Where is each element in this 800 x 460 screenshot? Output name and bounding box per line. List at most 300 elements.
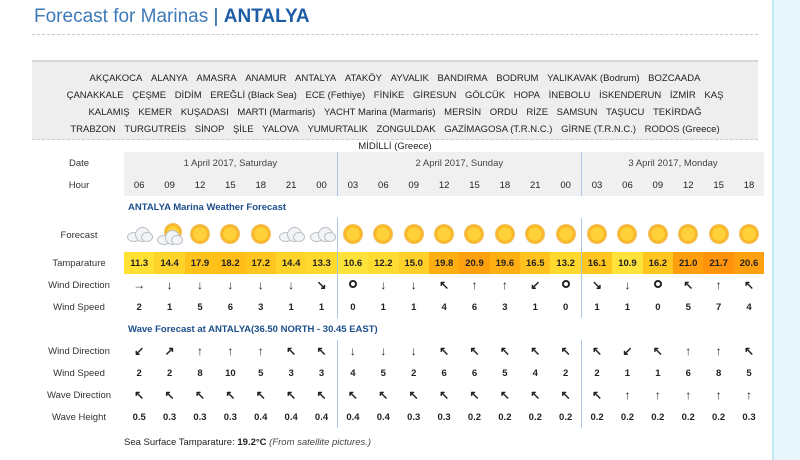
wind-direction-cell	[399, 274, 429, 296]
wind-speed-label: Wind Speed	[53, 301, 105, 313]
temperature-cell: 12.2	[368, 252, 398, 274]
wind-speed-cell: 4	[746, 301, 752, 313]
forecast-cell	[124, 218, 154, 252]
arrow-icon: ↖	[164, 388, 175, 402]
sun-icon	[374, 225, 392, 243]
wave-height-cell: 0.4	[284, 411, 298, 423]
marina-link[interactable]: SAMSUN	[556, 107, 598, 118]
arrow-icon: ↑	[471, 278, 478, 292]
sun-icon	[526, 225, 544, 243]
arrow-icon: →	[133, 278, 146, 292]
forecast-row	[34, 218, 764, 252]
wave-wind-speed-cell: 8	[715, 367, 722, 379]
arrow-icon: ↓	[410, 278, 417, 292]
wave-height-cell: 0.2	[498, 411, 512, 423]
marina-link[interactable]: GİRESUN	[413, 90, 457, 101]
day-header: 1 April 2017, Saturday	[124, 152, 337, 174]
wave-height-cell: 0.5	[132, 411, 146, 423]
arrow-icon: ↖	[499, 388, 510, 402]
section-spacer	[34, 196, 124, 218]
arrow-icon: ↙	[134, 344, 145, 358]
hour-cell: 12	[185, 174, 215, 196]
section-spacer	[34, 318, 124, 340]
wave-height-cell: 0.2	[651, 411, 665, 423]
marina-link[interactable]: DİDİM	[174, 90, 202, 101]
marina-link[interactable]: ZONGULDAK	[376, 124, 436, 135]
right-sidebar	[772, 0, 800, 460]
wave-height-cell: 0.3	[437, 411, 451, 423]
marina-link[interactable]: TEKİRDAĞ	[652, 107, 702, 118]
wave-direction-cell	[550, 384, 581, 406]
wave-wind-speed-cell: 10	[225, 367, 236, 379]
arrow-icon: ↑	[227, 344, 234, 358]
arrow-icon: ↖	[743, 278, 755, 292]
arrow-icon: ↑	[746, 388, 752, 402]
wave-wind-speed-cell: 5	[746, 367, 752, 379]
hour-row	[34, 174, 764, 196]
hour-cell: 12	[429, 174, 459, 196]
forecast-cell	[368, 218, 398, 252]
wave-wind-speed-cell: 2	[166, 367, 173, 379]
wave-wind-speed-cell: 1	[624, 367, 631, 379]
wind-speed-cell: 1	[166, 301, 173, 313]
marina-link[interactable]: FİNİKE	[373, 90, 405, 101]
wind-direction-cell	[612, 274, 642, 296]
wave-direction-cell	[154, 384, 184, 406]
wind-direction-cell	[276, 274, 306, 296]
arrow-icon: ↑	[685, 388, 692, 402]
forecast-cell	[734, 218, 764, 252]
arrow-icon: ↓	[624, 278, 631, 292]
hour-cell: 21	[276, 174, 306, 196]
day-header: 3 April 2017, Monday	[581, 152, 764, 174]
marina-link[interactable]: TURGUTREİS	[124, 124, 187, 135]
marina-link[interactable]: EREĞLİ (Black Sea)	[210, 90, 297, 101]
marina-link[interactable]: RİZE	[526, 107, 549, 118]
wave-direction-cell	[215, 384, 245, 406]
wind-direction-cell	[550, 274, 581, 296]
cloud-icon	[310, 227, 334, 241]
arrow-icon: ↖	[592, 344, 603, 358]
arrow-icon: ↖	[439, 344, 450, 358]
wave-wind-direction-cell	[368, 340, 398, 362]
wave-wind-direction-row	[34, 340, 764, 362]
wind-speed-row	[34, 296, 764, 318]
wind-speed-cell: 1	[581, 296, 612, 318]
forecast-cell	[246, 218, 276, 252]
wind-direction-cell	[306, 274, 337, 296]
wave-wind-speed-cell: 6	[441, 367, 447, 379]
wind-speed-cell: 7	[715, 301, 722, 313]
wave-wind-speed-label: Wind Speed	[53, 367, 105, 379]
wave-wind-direction-cell	[643, 340, 673, 362]
wave-height-cell: 0.3	[742, 411, 756, 423]
forecast-cell	[185, 218, 215, 252]
marina-link[interactable]: ÇEŞME	[132, 90, 167, 101]
temperature-cell: 15.0	[399, 252, 429, 274]
wave-direction-cell	[185, 384, 215, 406]
wind-speed-cell: 5	[197, 301, 203, 313]
marina-link[interactable]: ÇANAKKALE	[66, 90, 124, 101]
temperature-cell: 16.5	[520, 252, 550, 274]
wave-direction-cell	[337, 384, 368, 406]
marina-link[interactable]: TRABZON	[70, 124, 116, 135]
marina-link[interactable]: YALOVA	[262, 124, 299, 135]
wave-wind-speed-cell: 5	[502, 367, 508, 379]
marina-link[interactable]: KEMER	[138, 107, 173, 118]
wind-direction-cell	[185, 274, 215, 296]
arrow-icon: ↘	[316, 278, 327, 292]
marina-link[interactable]: GİRNE (T.R.N.C.)	[561, 124, 637, 135]
arrow-icon: ↑	[685, 344, 692, 358]
wave-wind-speed-cell: 2	[563, 367, 569, 379]
wave-direction-cell	[368, 384, 398, 406]
wave-wind-direction-cell	[550, 340, 581, 362]
wave-wind-speed-cell: 2	[411, 367, 417, 379]
arrow-icon: ↖	[469, 388, 480, 402]
wind-direction-cell	[246, 274, 276, 296]
wave-section-title: Wave Forecast at ANTALYA(36.50 NORTH - 30.45 EAST)	[128, 323, 378, 335]
marina-link[interactable]: ATAKÖY	[344, 73, 382, 84]
arrow-icon: ↘	[592, 278, 603, 292]
marina-link[interactable]: ECE (Fethiye)	[305, 90, 366, 101]
wave-wind-speed-cell: 1	[655, 367, 661, 379]
arrow-icon: ↑	[196, 344, 203, 358]
arrow-icon: ↖	[286, 344, 297, 358]
arrow-icon: ↖	[316, 388, 327, 402]
wave-wind-speed-cell: 5	[258, 367, 264, 379]
wave-height-cell: 0.3	[407, 411, 421, 423]
wave-wind-direction-cell	[276, 340, 306, 362]
forecast-cell	[612, 218, 642, 252]
hour-cell: 15	[703, 174, 733, 196]
wave-height-cell: 0.2	[681, 411, 695, 423]
wave-direction-cell	[459, 384, 489, 406]
arrow-icon: ↖	[592, 388, 603, 402]
sun-icon	[740, 225, 758, 243]
calm-icon	[562, 280, 570, 288]
sun-icon	[588, 225, 606, 243]
wave-wind-speed-cell: 2	[581, 362, 612, 384]
marina-link[interactable]: GÖLCÜK	[464, 90, 506, 101]
wave-direction-cell	[673, 384, 703, 406]
temperature-cell: 18.2	[215, 252, 245, 274]
wave-height-cell: 0.4	[254, 411, 268, 423]
wind-direction-cell	[520, 274, 550, 296]
arrow-icon: ↖	[530, 344, 541, 358]
forecast-cell	[459, 218, 489, 252]
wind-speed-cell: 0	[655, 301, 661, 313]
marina-link[interactable]: YACHT Marina (Marmaris)	[323, 107, 436, 118]
hour-cell: 18	[734, 174, 764, 196]
arrow-icon: ↓	[166, 278, 173, 292]
arrow-icon: ↑	[715, 278, 722, 292]
wave-wind-direction-cell	[612, 340, 642, 362]
sun-icon	[618, 225, 636, 243]
arrow-icon: ↗	[164, 344, 175, 358]
wind-direction-cell	[154, 274, 184, 296]
wave-height-cell: 0.4	[337, 406, 368, 428]
arrow-icon: ↙	[622, 344, 633, 358]
wave-direction-cell	[306, 384, 337, 406]
forecast-cell	[399, 218, 429, 252]
hour-cell: 09	[399, 174, 429, 196]
arrow-icon: ↑	[624, 388, 631, 402]
wave-wind-speed-cell: 4	[337, 362, 368, 384]
marina-link[interactable]: AKÇAKOCA	[89, 73, 143, 84]
temperature-cell: 20.9	[459, 252, 489, 274]
marina-link[interactable]: ŞİLE	[232, 124, 254, 135]
sun-icon	[496, 225, 514, 243]
marina-link[interactable]: BANDIRMA	[437, 73, 488, 84]
hour-cell: 12	[673, 174, 703, 196]
wind-direction-row	[34, 274, 764, 296]
temperature-label: Tamparature	[52, 257, 106, 269]
marina-link[interactable]: YUMURTALIK	[307, 124, 368, 135]
marina-link[interactable]: ORDU	[489, 107, 518, 118]
wave-wind-direction-cell	[185, 340, 215, 362]
marina-link[interactable]: MERSİN	[444, 107, 482, 118]
arrow-icon: ↓	[227, 278, 234, 292]
wind-speed-cell: 4	[441, 301, 447, 313]
wind-direction-label: Wind Direction	[48, 279, 110, 291]
marina-link[interactable]: KUŞADASI	[180, 107, 229, 118]
arrow-icon: ↖	[439, 278, 450, 292]
temperature-cell: 19.8	[429, 252, 459, 274]
wind-speed-cell: 2	[136, 301, 142, 313]
wave-wind-direction-cell	[673, 340, 703, 362]
hour-label: Hour	[68, 179, 90, 191]
marina-link[interactable]: GAZİMAGOSA (T.R.N.C.)	[444, 124, 553, 135]
temperature-cell: 16.2	[643, 252, 673, 274]
wave-height-row	[34, 406, 764, 428]
wave-height-cell: 0.3	[162, 411, 177, 423]
wave-direction-cell	[581, 384, 612, 406]
marina-link[interactable]: İSKENDERUN	[598, 90, 662, 101]
wind-direction-cell	[124, 274, 154, 296]
marina-link[interactable]: BODRUM	[496, 73, 539, 84]
wind-speed-cell: 1	[318, 301, 325, 313]
arrow-icon: ↑	[715, 388, 722, 402]
weather-section-row	[34, 196, 764, 218]
marina-link[interactable]: İZMİR	[669, 90, 696, 101]
wave-direction-label: Wave Direction	[46, 389, 112, 401]
sun-icon	[405, 225, 423, 243]
arrow-icon: ↖	[560, 344, 571, 358]
wave-wind-direction-cell	[490, 340, 520, 362]
wave-wind-direction-cell	[337, 340, 368, 362]
partly-cloudy-icon	[157, 224, 183, 244]
marina-link[interactable]: MARTI (Marmaris)	[237, 107, 316, 118]
arrow-icon: ↖	[378, 388, 389, 402]
date-row	[34, 152, 764, 174]
wave-direction-cell	[124, 384, 154, 406]
hour-cell: 21	[520, 174, 550, 196]
wave-height-cell: 0.2	[528, 411, 542, 423]
sun-icon	[710, 225, 728, 243]
sun-icon	[221, 225, 239, 243]
wave-direction-cell	[429, 384, 459, 406]
wave-wind-direction-cell	[703, 340, 733, 362]
hour-cell: 06	[124, 174, 154, 196]
forecast-cell	[276, 218, 306, 252]
marina-link[interactable]: BOZCAADA	[648, 73, 701, 84]
forecast-cell	[154, 218, 184, 252]
marina-link[interactable]: HOPA	[513, 90, 540, 101]
marina-link[interactable]: RODOS (Greece)	[644, 124, 720, 135]
arrow-icon: ↑	[715, 344, 722, 358]
wave-height-cell: 0.2	[712, 411, 726, 423]
sst-label: Sea Surface Tamparature:	[124, 437, 235, 448]
arrow-icon: ↓	[288, 278, 295, 292]
marina-link[interactable]: AYVALIK	[390, 73, 429, 84]
temperature-cell: 16.1	[581, 252, 612, 274]
wind-direction-cell	[429, 274, 459, 296]
marina-link[interactable]: İNEBOLU	[548, 90, 591, 101]
forecast-cell	[581, 218, 612, 252]
wave-wind-speed-cell: 3	[318, 367, 325, 379]
weather-section-title: ANTALYA Marina Weather Forecast	[128, 201, 287, 213]
arrow-icon: ↖	[134, 388, 145, 402]
marina-link[interactable]: AMASRA	[196, 73, 237, 84]
wind-speed-cell: 5	[685, 301, 691, 313]
title-separator: |	[213, 6, 219, 27]
arrow-icon: ↖	[683, 278, 694, 292]
arrow-icon: ↙	[530, 278, 541, 292]
hour-cell: 18	[490, 174, 520, 196]
arrow-icon: ↖	[255, 388, 266, 402]
wave-wind-direction-cell	[520, 340, 550, 362]
wave-wind-speed-cell: 5	[380, 367, 386, 379]
wave-direction-cell	[276, 384, 306, 406]
wave-direction-cell	[399, 384, 429, 406]
wave-wind-direction-cell	[124, 340, 154, 362]
wind-speed-cell: 0	[337, 296, 368, 318]
temperature-cell: 11.3	[124, 252, 154, 274]
marina-link[interactable]: KALAMIŞ	[88, 107, 130, 118]
calm-icon	[349, 280, 357, 288]
arrow-icon: ↖	[316, 344, 327, 358]
hour-cell: 00	[550, 174, 581, 196]
arrow-icon: ↖	[286, 388, 297, 402]
wind-direction-cell	[490, 274, 520, 296]
temperature-cell: 21.0	[673, 252, 703, 274]
wind-direction-cell	[368, 274, 398, 296]
wave-direction-cell	[612, 384, 642, 406]
title-prefix: Forecast for Marinas	[34, 6, 209, 27]
sun-icon	[557, 225, 575, 243]
forecast-cell	[429, 218, 459, 252]
sea-surface-temperature	[124, 437, 371, 448]
forecast-cell	[673, 218, 703, 252]
arrow-icon: ↓	[257, 278, 264, 292]
hour-cell: 06	[368, 174, 398, 196]
sun-icon	[435, 225, 453, 243]
wind-direction-cell	[673, 274, 703, 296]
marina-list	[32, 60, 758, 152]
arrow-icon: ↖	[560, 388, 571, 402]
wind-direction-cell	[215, 274, 245, 296]
wave-direction-cell	[490, 384, 520, 406]
wind-speed-cell: 6	[471, 301, 478, 313]
wave-wind-speed-cell: 6	[471, 367, 478, 379]
arrow-icon: ↓	[349, 344, 356, 358]
arrow-icon: ↖	[743, 344, 755, 358]
wave-wind-speed-cell: 3	[288, 367, 294, 379]
marina-link[interactable]: TAŞUCU	[605, 107, 645, 118]
wind-speed-cell: 1	[532, 301, 538, 313]
title-city: ANTALYA	[223, 6, 310, 27]
wave-height-cell: 0.2	[620, 411, 635, 423]
sun-icon	[465, 225, 483, 243]
marina-link[interactable]: ANTALYA	[295, 73, 337, 84]
wave-wind-direction-cell	[581, 340, 612, 362]
wind-direction-cell	[337, 274, 368, 296]
forecast-cell	[490, 218, 520, 252]
wind-speed-cell: 1	[411, 301, 417, 313]
arrow-icon: ↖	[347, 388, 358, 402]
marina-link[interactable]: ANAMUR	[245, 73, 287, 84]
wave-section-row	[34, 318, 764, 340]
wave-wind-direction-cell	[306, 340, 337, 362]
wave-wind-speed-cell: 6	[685, 367, 691, 379]
wave-direction-row	[34, 384, 764, 406]
hour-cell: 03	[337, 174, 368, 196]
forecast-table	[34, 152, 764, 428]
temperature-cell: 21.7	[703, 252, 733, 274]
wave-direction-cell	[703, 384, 733, 406]
arrow-icon: ↖	[469, 344, 480, 358]
wind-direction-cell	[459, 274, 489, 296]
wave-wind-direction-cell	[399, 340, 429, 362]
marina-link[interactable]: YALIKAVAK (Bodrum)	[547, 73, 640, 84]
arrow-icon: ↖	[194, 388, 205, 402]
arrow-icon: ↓	[196, 278, 203, 292]
day-header: 2 April 2017, Sunday	[337, 152, 581, 174]
forecast-cell	[306, 218, 337, 252]
hour-cell: 00	[306, 174, 337, 196]
arrow-icon: ↖	[408, 388, 419, 402]
wave-wind-direction-cell	[246, 340, 276, 362]
arrow-icon: ↖	[225, 388, 236, 402]
marina-link[interactable]: MİDİLLİ (Greece)	[358, 141, 432, 152]
hour-cell: 09	[643, 174, 673, 196]
wave-wind-speed-cell: 4	[532, 367, 538, 379]
wind-speed-cell: 0	[563, 301, 569, 313]
wave-height-cell: 0.3	[193, 411, 207, 423]
hour-cell: 03	[581, 174, 612, 196]
sst-note: (From satellite pictures.)	[269, 437, 372, 448]
sst-value: 19.2°C	[237, 437, 267, 448]
forecast-cell	[215, 218, 245, 252]
sun-icon	[649, 225, 667, 243]
hour-cell: 15	[215, 174, 245, 196]
wave-wind-speed-row	[34, 362, 764, 384]
marina-link[interactable]: SİNOP	[194, 124, 225, 135]
marina-link[interactable]: KAŞ	[704, 90, 724, 101]
wind-speed-cell: 1	[380, 301, 386, 313]
forecast-label: Forecast	[60, 229, 98, 241]
wave-height-label: Wave Height	[51, 411, 107, 423]
wave-height-cell: 0.4	[376, 411, 390, 423]
wind-direction-cell	[703, 274, 733, 296]
wave-direction-cell	[734, 384, 764, 406]
cloud-icon	[279, 227, 303, 241]
wave-direction-cell	[643, 384, 673, 406]
marina-link[interactable]: ALANYA	[150, 73, 188, 84]
wave-wind-direction-cell	[154, 340, 184, 362]
wind-speed-cell: 6	[227, 301, 234, 313]
